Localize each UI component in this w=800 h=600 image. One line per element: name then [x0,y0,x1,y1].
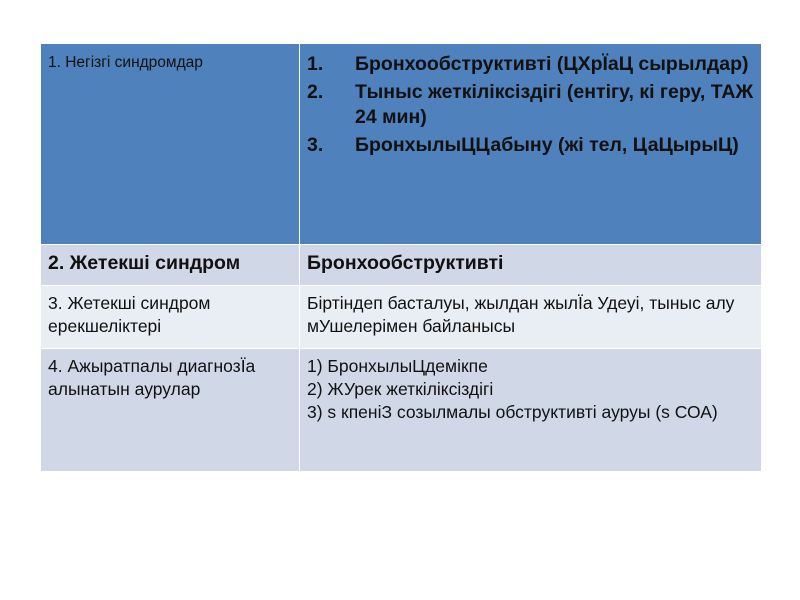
list-item [307,80,754,131]
main-syndromes-label: 1. Негізгі синдромдар [41,44,300,245]
differential-item: 3) s кпеніЗ созылмалы обструктивті ауруы (s СОА) [307,401,718,422]
main-syndromes-list-cell [300,44,762,245]
differential-diagnosis-list [300,349,762,472]
syndrome-features-label: 3. Жетекші синдром ерекшеліктері [41,286,300,349]
table-row [41,286,762,349]
list-item-number: 1. [307,53,324,75]
leading-syndrome-value: Бронхообструктивті [300,245,762,286]
list-item-number: 3. [307,134,324,157]
syndrome-features-value: Біртіндеп басталуы, жылдан жылЇа Удеуі, тыныс алу мУшелерімен байланысы [300,286,762,349]
list-item-number: 2. [307,80,324,103]
differential-diagnosis-label: 4. Ажыратпалы диагнозЇа алынатын аурулар [41,349,300,472]
list-item-text: БронхылыЦЦабыну (жі тел, ЦаЦырыЦ) [355,134,739,157]
differential-item: 2) ЖУрек жеткіліксіздігі [307,378,494,399]
table-row [41,349,762,472]
differential-item: 1) БронхылыЦдемікпе [307,356,488,376]
main-syndromes-list [307,52,754,159]
table-row [41,245,762,286]
table-row [41,44,762,245]
list-item-text: Бронхообструктивті (ЦХрЇаЦ сырылдар) [355,53,749,75]
list-item [307,52,754,78]
syndrome-table [40,43,762,472]
list-item-text: Тыныс жеткіліксіздігі (ентігу, кі геру, ТАЖ 24 мин) [355,80,754,129]
list-item [307,133,754,159]
leading-syndrome-label: 2. Жетекші синдром [41,245,300,286]
